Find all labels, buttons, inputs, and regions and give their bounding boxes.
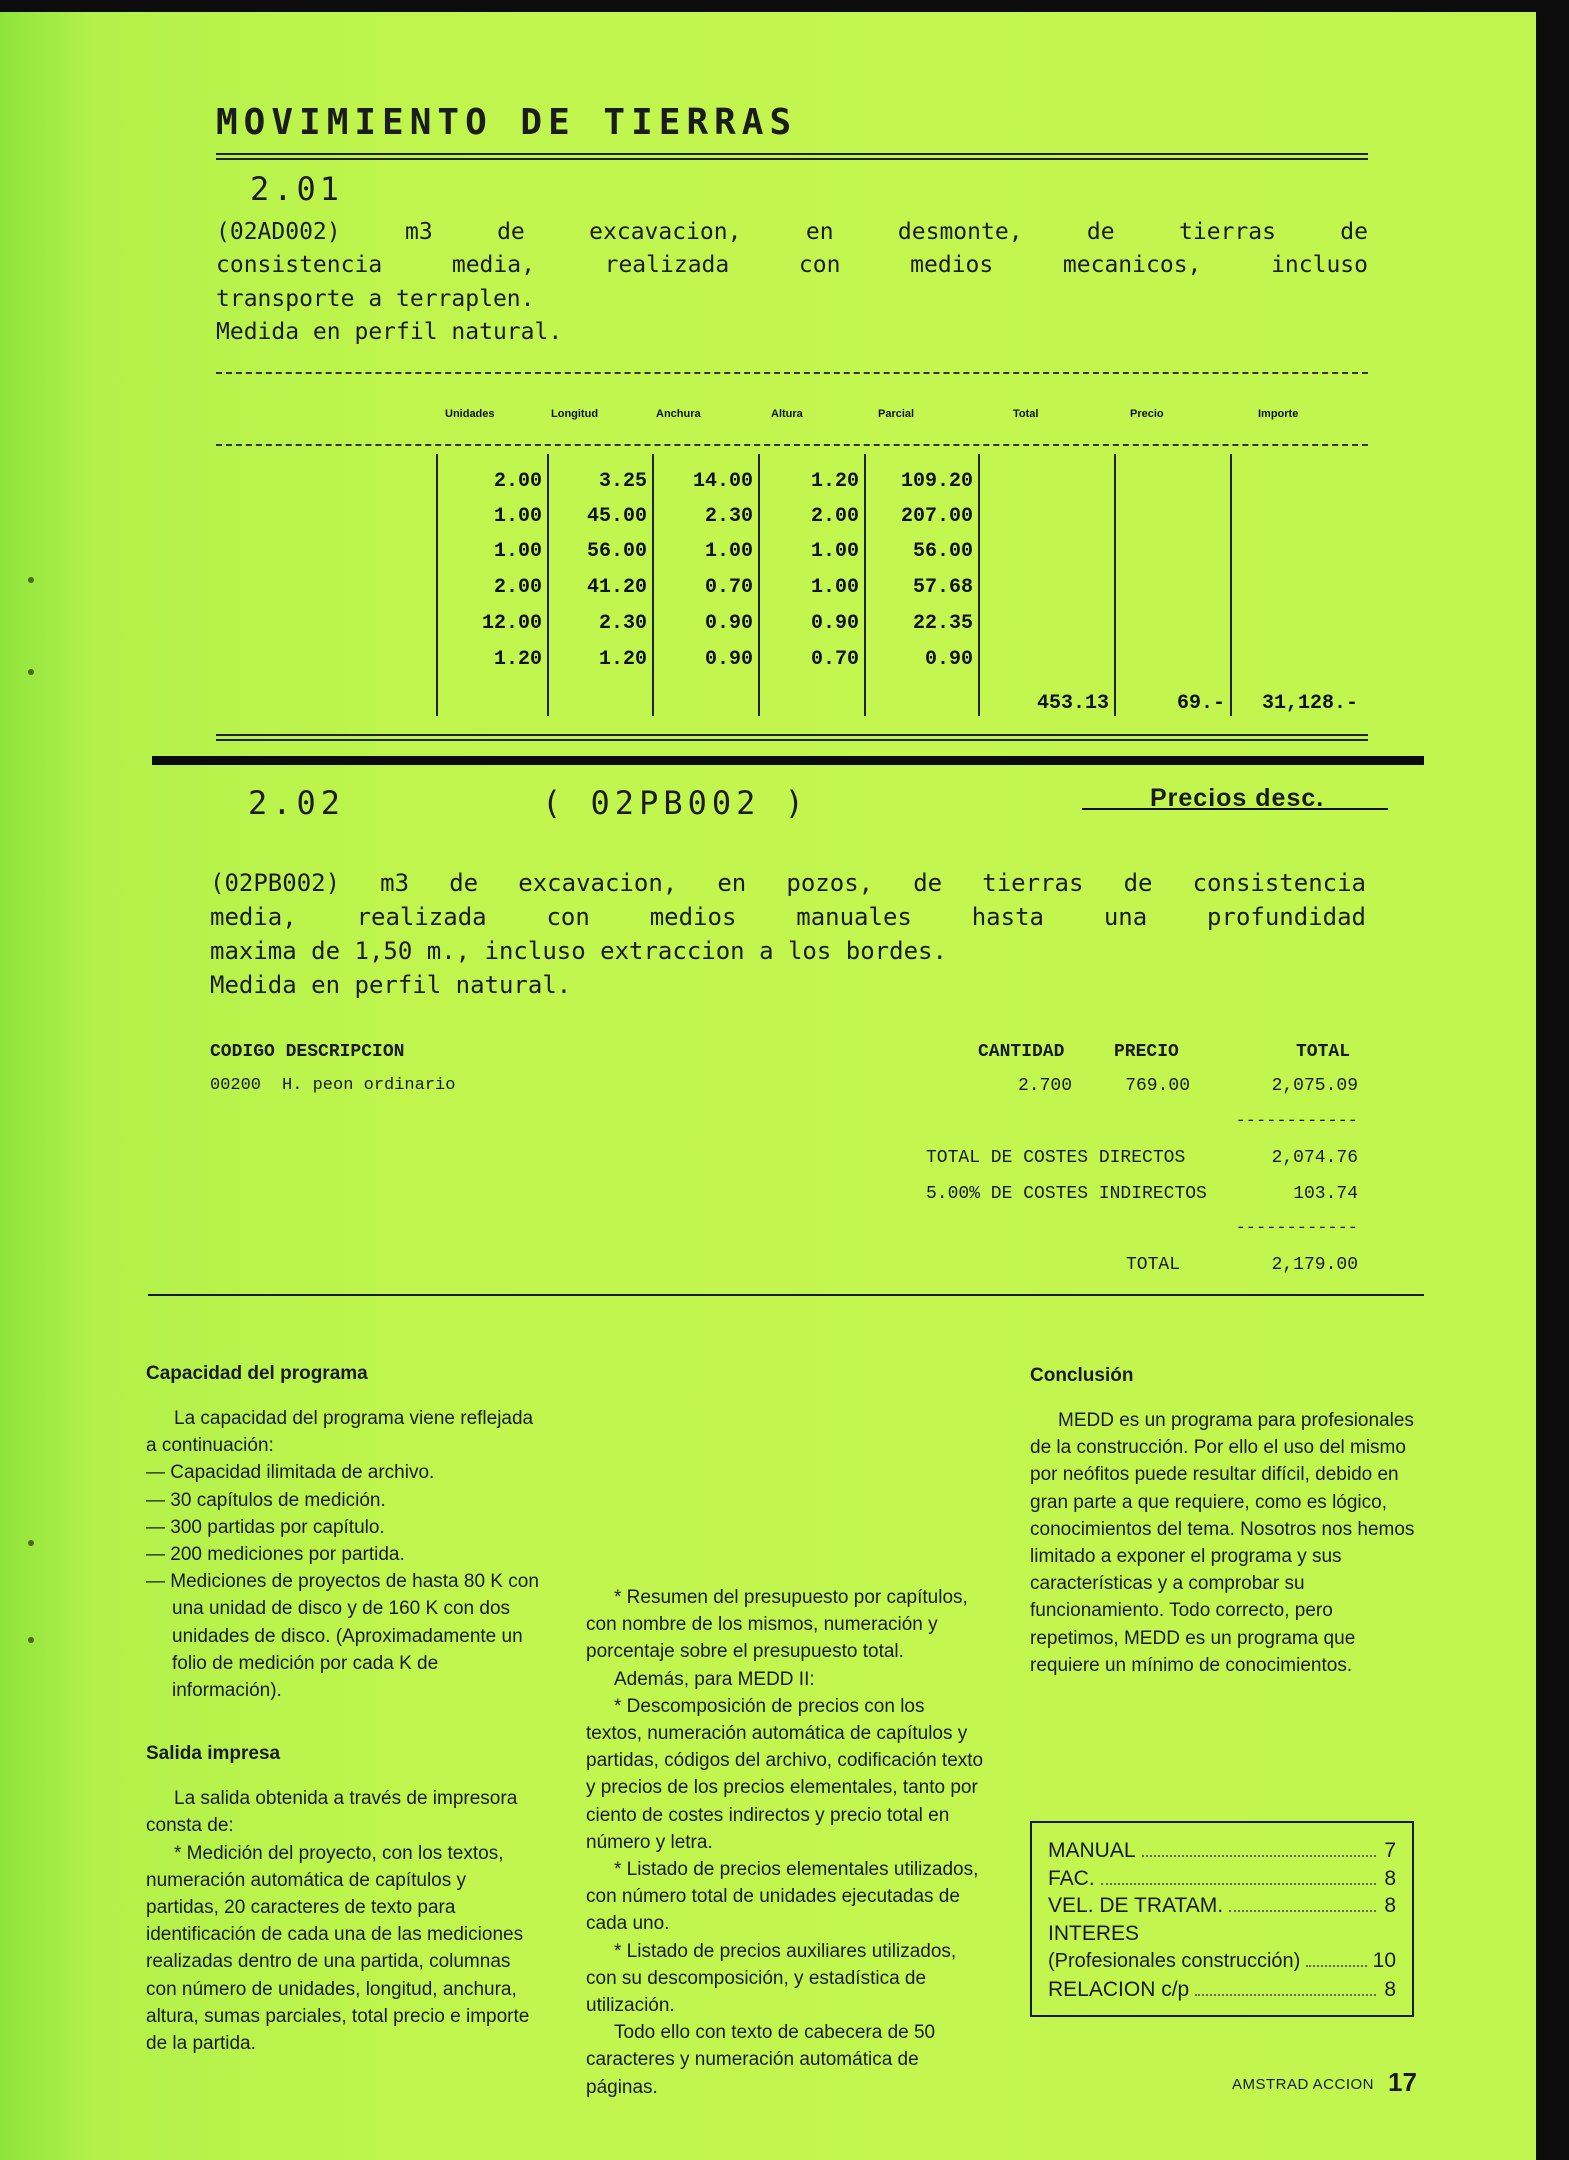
rating-label: INTERES (1048, 1921, 1140, 1945)
rating-row (1048, 1892, 1396, 1920)
article-column-3 (1030, 1362, 1424, 1679)
col-header-longitud: Longitud (551, 408, 599, 420)
breakdown-header-precio: PRECIO (1114, 1042, 1179, 1062)
cell-anchura: 0.70 (704, 576, 753, 599)
capacidad-item: — Capacidad ilimitada de archivo. (146, 1462, 435, 1484)
item-description-line: media, realizada con medios manuales hasta una profundidad (210, 903, 1366, 931)
cell-parcial: 56.00 (912, 540, 973, 563)
rating-value: 8 (1384, 1866, 1396, 1890)
medd2-item: * Listado de precios elementales utilizados, con número total de unidades ejecutadas de cada uno. (586, 1859, 979, 1935)
article-column-1 (146, 1360, 544, 2057)
cell-altura: 0.70 (810, 648, 859, 671)
line-precio: 769.00 (1125, 1076, 1190, 1096)
cell-parcial: 22.35 (912, 612, 973, 635)
cell-unidades: 2.00 (493, 576, 542, 599)
printout-bottom-rule (148, 1294, 1424, 1296)
dashed-rule (216, 372, 1368, 374)
cell-longitud: 1.20 (598, 648, 647, 671)
rating-label: MANUAL (1048, 1839, 1136, 1862)
rating-label: VEL. DE TRATAM. (1048, 1894, 1224, 1917)
capacidad-item: — 300 partidas por capítulo. (146, 1516, 385, 1538)
footer-magazine: AMSTRAD ACCION (1232, 2076, 1375, 2093)
cell-unidades: 12.00 (481, 612, 542, 635)
breakdown-header-cantidad: CANTIDAD (978, 1042, 1065, 1062)
col-header-altura: Altura (771, 408, 803, 420)
table-importe: 31,128.- (1261, 692, 1358, 715)
medd2-intro: Además, para MEDD II: (614, 1668, 815, 1690)
rating-label: RELACION c/p (1048, 1977, 1190, 2001)
col-header-anchura: Anchura (656, 408, 701, 420)
cell-longitud: 3.25 (598, 470, 647, 493)
salida-intro: La salida obtenida a través de impresora consta de: (146, 1788, 518, 1837)
table-column-line (547, 454, 549, 716)
cell-unidades: 1.00 (493, 540, 542, 563)
medd2-item: * Descomposición de precios con los textos, numeración automática de capítulos y partidas, códigos del archivo, codificación texto y precios de los precios elementales, tanto por ciento de costes indirectos y precio total en número y letra. (586, 1695, 984, 1853)
binder-hole (28, 577, 34, 583)
item-description-line: consistencia media, realizada con medios mecanicos, incluso (216, 252, 1368, 278)
item-description-line: (02AD002) m3 de excavacion, en desmonte, de tierras de (216, 219, 1368, 245)
rating-value: 10 (1372, 1949, 1396, 1972)
cell-anchura: 14.00 (692, 470, 753, 493)
directos-label: TOTAL DE COSTES DIRECTOS (926, 1148, 1186, 1168)
separator: ------------ (1235, 1112, 1358, 1131)
divider-bar (152, 756, 1424, 765)
cell-parcial: 207.00 (900, 505, 973, 528)
capacidad-intro: La capacidad del programa viene reflejada a continuación: (146, 1408, 534, 1457)
rating-row (1048, 1837, 1396, 1865)
indirectos-value: 103.74 (1293, 1184, 1358, 1204)
item-number: 2.02 (248, 784, 346, 822)
double-rule (216, 734, 1368, 741)
rating-box (1030, 1821, 1414, 2017)
line-desc: H. peon ordinario (282, 1076, 456, 1095)
col-header-importe: Importe (1258, 408, 1299, 420)
capacidad-item: — 30 capítulos de medición. (146, 1489, 386, 1511)
rating-row (1048, 1947, 1396, 1976)
salida-item: * Medición del proyecto, con los textos, numeración automática de capítulos y partidas, 20 caracteres de texto para identificación de cada una de las mediciones realizadas dentro de una partida, columnas con número de unidades, longitud, anchura, altura, sumas parciales, total precio e importe de la partida. (146, 1842, 530, 2055)
cell-longitud: 41.20 (586, 576, 647, 599)
conclusion-text: MEDD es un programa para profesionales de la construcción. Por ello el uso del mismo por neófitos puede resultar difícil, debido en gran parte a que requiere, como es lógico, conocimientos del tema. Nosotros nos hemos limitado a exponer el programa y sus características y a comprobar su funcionamiento. Todo correcto, pero repetimos, MEDD es un programa que requiere un mínimo de conocimientos. (1030, 1410, 1415, 1676)
rating-label: (Profesionales construcción) (1048, 1950, 1301, 1972)
binder-hole (28, 669, 34, 675)
cell-anchura: 0.90 (704, 612, 753, 635)
item-description-line: maxima de 1,50 m., incluso extraccion a los bordes. (210, 937, 947, 965)
precios-desc-link[interactable]: Precios desc. (1150, 784, 1325, 812)
cell-parcial: 57.68 (912, 576, 973, 599)
col-header-unidades: Unidades (445, 408, 495, 420)
cell-anchura: 1.00 (704, 540, 753, 563)
item-code: ( 02PB002 ) (542, 784, 809, 822)
cell-altura: 1.00 (810, 576, 859, 599)
salida-heading: Salida impresa (146, 1743, 281, 1765)
col-header-total: Total (1013, 408, 1039, 420)
table-column-line (652, 454, 654, 716)
cell-altura: 1.20 (810, 470, 859, 493)
binder-hole (28, 1540, 34, 1546)
col-header-parcial: Parcial (878, 408, 915, 420)
cell-altura: 1.00 (810, 540, 859, 563)
double-rule (216, 153, 1368, 160)
rating-value: 7 (1384, 1839, 1396, 1862)
table-column-line (1230, 454, 1232, 716)
item-number: 2.01 (250, 170, 344, 208)
cell-altura: 0.90 (810, 612, 859, 635)
cell-unidades: 1.20 (493, 648, 542, 671)
table-column-line (1114, 454, 1116, 716)
medd2-closing: Todo ello con texto de cabecera de 50 caracteres y numeración automática de páginas. (586, 2022, 936, 2098)
cell-unidades: 1.00 (493, 505, 542, 528)
total-value: 2,179.00 (1271, 1255, 1358, 1275)
conclusion-heading: Conclusión (1030, 1365, 1134, 1386)
section-title: MOVIMIENTO DE TIERRAS (216, 102, 798, 143)
medd2-item: * Listado de precios auxiliares utilizados, con su descomposición, y estadística de utilización. (586, 1940, 957, 2017)
rating-row (1048, 1865, 1396, 1893)
breakdown-header-code-desc: CODIGO DESCRIPCION (210, 1042, 405, 1062)
magazine-page (0, 12, 1536, 2160)
measure-note: Medida en perfil natural. (210, 971, 572, 999)
table-column-line (758, 454, 760, 716)
capacidad-item: — 200 mediciones por partida. (146, 1544, 405, 1566)
cell-longitud: 45.00 (586, 505, 647, 528)
dashed-rule (216, 444, 1368, 446)
cell-anchura: 0.90 (704, 648, 753, 671)
measure-note: Medida en perfil natural. (216, 319, 563, 345)
table-column-line (436, 454, 438, 716)
table-column-line (864, 454, 866, 716)
cell-parcial: 0.90 (924, 648, 973, 671)
col-header-precio: Precio (1130, 408, 1164, 420)
rating-value: 8 (1384, 1977, 1396, 2001)
salida-item: * Resumen del presupuesto por capítulos, con nombre de los mismos, numeración y porcentaje sobre el presupuesto total. (586, 1587, 968, 1663)
breakdown-header-total: TOTAL (1296, 1042, 1351, 1062)
table-total: 453.13 (1036, 692, 1109, 715)
line-code: 00200 (210, 1076, 262, 1095)
indirectos-label: 5.00% DE COSTES INDIRECTOS (926, 1184, 1207, 1204)
cell-unidades: 2.00 (493, 470, 542, 493)
line-cantidad: 2.700 (1017, 1076, 1072, 1096)
rating-row (1048, 1920, 1396, 1948)
rating-label: FAC. (1048, 1866, 1095, 1890)
cell-longitud: 2.30 (598, 612, 647, 635)
item-description-line: (02PB002) m3 de excavacion, en pozos, de tierras de consistencia (210, 869, 1366, 897)
rating-row (1048, 1976, 1396, 2004)
cell-parcial: 109.20 (900, 470, 973, 493)
rating-value: 8 (1384, 1894, 1396, 1917)
table-column-line (978, 454, 980, 716)
cell-altura: 2.00 (810, 505, 859, 528)
directos-value: 2,074.76 (1271, 1148, 1358, 1168)
table-precio: 69.- (1176, 692, 1225, 715)
cell-longitud: 56.00 (586, 540, 647, 563)
capacidad-item: — Mediciones de proyectos de hasta 80 K con una unidad de disco y de 160 K con dos unidades de disco. (Aproximadamente un folio de medición por cada K de información). (146, 1571, 539, 1702)
binder-hole (28, 1637, 34, 1643)
cell-anchura: 2.30 (704, 505, 753, 528)
item-description-line: transporte a terraplen. (216, 286, 535, 312)
line-total: 2,075.09 (1271, 1076, 1358, 1096)
capacidad-heading: Capacidad del programa (146, 1363, 368, 1384)
article-column-2 (586, 1584, 984, 2101)
total-label: TOTAL (1126, 1255, 1181, 1275)
separator: ------------ (1235, 1219, 1358, 1238)
page-number: 17 (1388, 2067, 1417, 2097)
